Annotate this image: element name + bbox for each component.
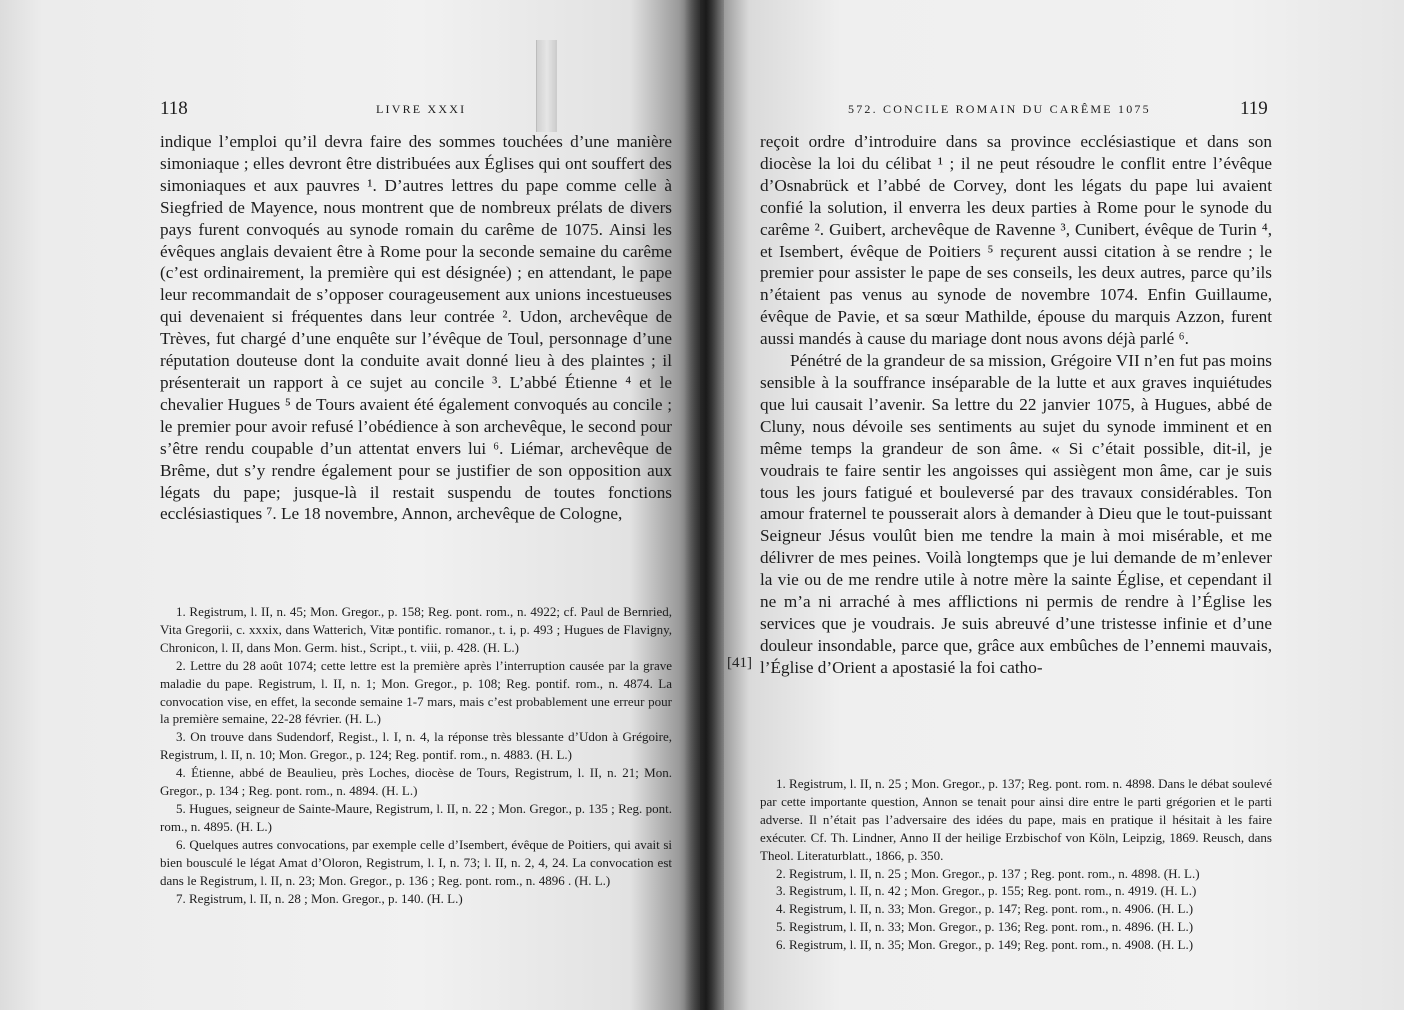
left-page — [0, 0, 700, 1010]
page-number: 118 — [160, 98, 188, 119]
body-text: indique l’emploi qu’il devra faire des sommes touchées d’une manière simoniaque ; elles devront être distribuées aux Églises qui ont souffert des simoniaques et aux pauvres ¹. D’autres lettres du pape comme celle à Siegfried de Mayence, nous montrent que de nombreux prélats de divers pays furent convoqués au synode romain du carême de 1075. Ainsi les évêques anglais devaient être à Rome pour la seconde semaine du carême (c’est ordinairement, la première qui est désignée) ; en attendant, le pape leur recommandait de s’opposer courageusement aux unions incestueuses qui devenaient si fréquentes dans leur contrée ². Udon, archevêque de Trèves, fut chargé d’une enquête sur l’évêque de Toul, personnage d’une réputation douteuse dont la conduite avait donné lieu à des plaintes ; il présenterait un rapport à ce sujet au concile ³. L’abbé Étienne ⁴ et le chevalier Hugues ⁵ de Tours avaient été également convoqués au concile ; le premier pour avoir refusé l’obédience à son archevêque, le second pour s’être rendu coupable d’un attentat envers lui ⁶. Liémar, archevêque de Brême, dut s’y rendre également pour se justifier de son opposition aux légats du pape; jusque-là il restait suspendu de toutes fonctions ecclésiastiques ⁷. Le 18 novembre, Annon, archevêque de Cologne, — [160, 132, 672, 524]
body-paragraph: reçoit ordre d’introduire dans sa province ecclésiastique et dans son diocèse la loi du célibat ¹ ; il ne peut résoudre le conflit entre l’évêque d’Osnabrück et l’abbé de Corvey, dont les légats du pape lui avaient confié la solution, il enverra les deux parties à Rome pour le synode du carême ². Guibert, archevêque de Ravenne ³, Cunibert, évêque de Turin ⁴, et Isembert, évêque de Poitiers ⁵ reçurent aussi citation à se rendre ; le premier pour assister le pape de ses conseils, les deux autres, parce qu’ils n’étaient pas venus au synode de novembre 1074. Enfin Guillaume, évêque de Pavie, et sa sœur Mathilde, épouse du marquis Azzon, furent aussi mandés à cause du mariage dont nous avons déjà parlé ⁶. — [760, 132, 1272, 349]
body-column — [760, 131, 1272, 679]
body-paragraph: Pénétré de la grandeur de sa mission, Grégoire VII n’en fut pas moins sensible à la souffrance inséparable de la lutte et aux graves inquiétudes que lui causait l’avenir. Sa lettre du 22 janvier 1075, à Hugues, abbé de Cluny, nous dévoile ses sentiments au sujet du synode imminent et en même temps la grandeur de son âme. « Si c’était possible, dit-il, je voudrais te faire sentir les angoisses qui assiègent mon âme, car je suis tous les jours fatigué et bouleversé par des travaux considérables. Ton amour fraternel te pousserait alors à demander à Dieu que le tout-puissant Seigneur Jésus voulût bien me tendre la main à moi misérable, et me délivrer de mes peines. Voilà longtemps que je lui demande de m’enlever la vie ou de me rendre utile à notre mère la sainte Église, et cependant il ne m’a ni arraché à mes afflictions ni permis de rendre à l’Église les services que je voudrais. Je suis abreuvé d’une tristesse infinie et d’une douleur insondable, parce que, grâce aux embûches de l’ennemi mauvais, l’Église d’Orient a apostasié la foi catho- — [760, 351, 1272, 677]
bookmark-strip — [536, 40, 557, 132]
running-head: 572. CONCILE ROMAIN DU CARÊME 1075 — [848, 102, 1151, 116]
running-head: LIVRE XXXI — [376, 102, 467, 116]
margin-page-mark: [41] — [727, 655, 752, 671]
book-gutter — [684, 0, 724, 1010]
footnote: 4. Registrum, l. II, n. 33; Mon. Gregor., p. 147; Reg. pont. rom., n. 4906. (H. L.) — [776, 901, 1194, 917]
footnote: 5. Registrum, l. II, n. 33; Mon. Gregor., p. 136; Reg. pont. rom., n. 4896. (H. L.) — [776, 919, 1194, 935]
footnotes — [760, 775, 1272, 954]
page-number: 119 — [1240, 98, 1268, 119]
right-page — [700, 0, 1404, 1010]
footnotes — [160, 603, 672, 907]
footnote: 5. Hugues, seigneur de Sainte-Maure, Registrum, l. II, n. 22 ; Mon. Gregor., p. 135 ; Reg. pont. rom., n. 4895. (H. L.) — [160, 800, 672, 834]
footnote: 1. Registrum, l. II, n. 45; Mon. Gregor., p. 158; Reg. pont. rom., n. 4922; cf. Paul de Bernried, Vita Gregorii, c. xxxix, dans Watterich, Vitæ pontific. romanor., t. i, p. 493 ; Hugues de Flavigny, Chronicon, l. II, dans Mon. Germ. hist., Script., t. viii, p. 428. (H. L.) — [160, 604, 672, 655]
footnote: 3. On trouve dans Sudendorf, Regist., l. I, n. 4, la réponse très blessante d’Udon à Grégoire, Registrum, l. II, n. 10; Mon. Gregor., p. 124; Reg. pontif. rom., n. 4883. (H. L.) — [160, 729, 672, 763]
footnote: 3. Registrum, l. II, n. 42 ; Mon. Gregor., p. 155; Reg. pont. rom., n. 4919. (H. L.) — [776, 883, 1197, 899]
footnote: 4. Étienne, abbé de Beaulieu, près Loches, diocèse de Tours, Registrum, l. II, n. 21; Mon. Gregor., p. 134 ; Reg. pont. rom., n. 4894. (H. L.) — [160, 765, 672, 799]
footnote: 7. Registrum, l. II, n. 28 ; Mon. Gregor., p. 140. (H. L.) — [176, 890, 463, 906]
footnote: 1. Registrum, l. II, n. 25 ; Mon. Gregor., p. 137; Reg. pont. rom. n. 4898. Dans le débat soulevé par cette importante question, Annon se tenait pour ainsi dire entre le parti grégorien et le parti adverse. Il n’était pas l’adversaire des idées du pape, mais en pratique il hésitait à les faire exécuter. Cf. Th. Lindner, Anno II der heilige Erzbischof von Köln, Leipzig, 1869. Reusch, dans Theol. Literaturblatt., 1866, p. 350. — [760, 776, 1272, 863]
footnote: 2. Lettre du 28 août 1074; cette lettre est la première après l’interruption causée par la grave maladie du pape. Registrum, l. II, n. 1; Mon. Gregor., p. 108; Reg. pontif. rom., n. 4874. La convocation vise, en effet, la seconde semaine 1-7 mars, mais c’est probablement une erreur pour la première semaine, 22-28 février. (H. L.) — [160, 657, 672, 727]
footnote: 2. Registrum, l. II, n. 25 ; Mon. Gregor., p. 137 ; Reg. pont. rom., n. 4898. (H. L.) — [776, 865, 1200, 881]
footnote: 6. Registrum, l. II, n. 35; Mon. Gregor., p. 149; Reg. pont. rom., n. 4908. (H. L.) — [776, 937, 1194, 953]
footnote: 6. Quelques autres convocations, par exemple celle d’Isembert, évêque de Poitiers, qui avait si bien bousculé le légat Amat d’Oloron, Registrum, l. I, n. 73; l. II, n. 2, 4, 24. La convocation est dans le Registrum, l. II, n. 23; Mon. Gregor., p. 136 ; Reg. pont. rom., n. 4896 . (H. L.) — [160, 836, 672, 888]
